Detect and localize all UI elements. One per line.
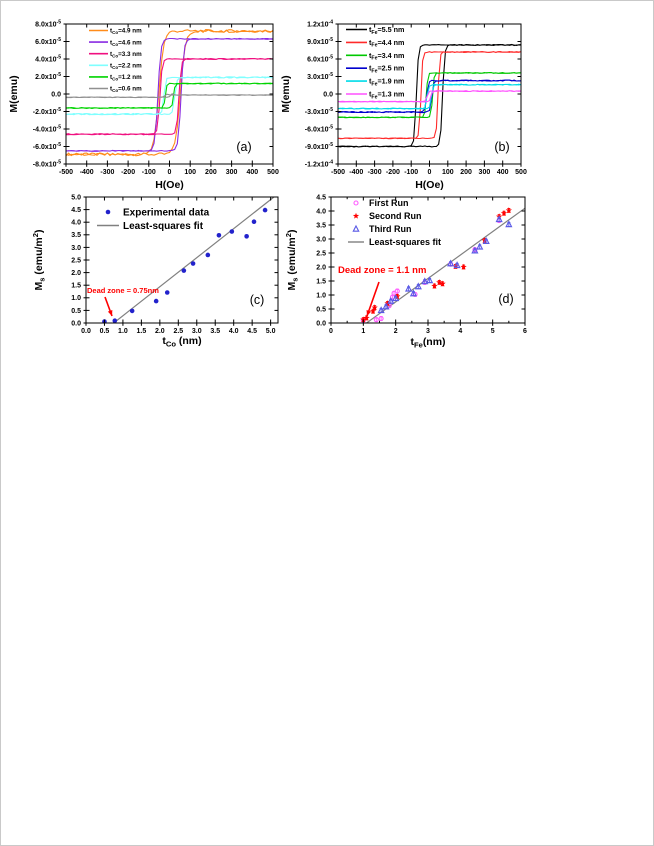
svg-text:3.0: 3.0 xyxy=(71,244,81,252)
svg-text:8.0x10-5: $8.0x10^{-5}$ xyxy=(35,19,61,29)
svg-text:400: 400 xyxy=(246,169,259,176)
svg-text:-1.2x10-4: $-1.2x10^{-4}$ xyxy=(304,159,333,169)
svg-text:tCo=2.2 nm: $t_{Co}=2.2$ nm xyxy=(110,62,142,71)
svg-text:0.0: 0.0 xyxy=(316,320,326,328)
svg-text:tCo=4.6 nm: $t_{Co}=4.6$ nm xyxy=(110,39,142,47)
svg-text:-500: -500 xyxy=(330,169,346,176)
svg-text:tFe=5.5 nm: $t_{Fe}=5.5$ nm xyxy=(369,25,405,36)
svg-text:H(Oe): H(Oe) xyxy=(155,179,184,191)
svg-text:3.0x10-5: $3.0x10^{-5}$ xyxy=(307,72,333,81)
svg-text:Third Run: Third Run xyxy=(369,224,412,235)
svg-text:1: 1 xyxy=(361,328,366,335)
svg-text:(c): (c) xyxy=(249,293,265,307)
hysteresis-curve xyxy=(66,27,273,156)
svg-text:4.5: 4.5 xyxy=(316,194,326,202)
svg-text:0.0: 0.0 xyxy=(71,320,81,328)
svg-text:1.0: 1.0 xyxy=(316,292,326,300)
svg-text:Dead zone = 0.75nm: Dead zone = 0.75nm xyxy=(87,286,159,295)
svg-text:(d): (d) xyxy=(498,292,514,306)
svg-text:-6.0x10-5: $-6.0x10^{-5}$ xyxy=(304,124,333,134)
svg-text:6: 6 xyxy=(523,328,527,335)
svg-text:tCo=3.3 nm: $t_{Co}=3.3$ nm xyxy=(110,50,142,59)
svg-text:0: 0 xyxy=(329,328,333,335)
svg-text:3.5: 3.5 xyxy=(71,232,81,240)
panel-c xyxy=(31,194,278,348)
svg-text:4: 4 xyxy=(458,328,463,335)
svg-text:4.0x10-5: $4.0x10^{-5}$ xyxy=(35,54,61,64)
panel-d xyxy=(284,194,527,349)
svg-text:-200: -200 xyxy=(121,169,136,176)
svg-text:3.5: 3.5 xyxy=(210,328,221,335)
svg-text:4.0: 4.0 xyxy=(316,208,326,216)
svg-text:3: 3 xyxy=(426,328,430,335)
svg-text:100: 100 xyxy=(441,169,454,176)
axes-frame xyxy=(331,197,525,323)
svg-text:0.0: 0.0 xyxy=(51,91,61,99)
svg-text:2.0: 2.0 xyxy=(71,270,81,277)
hysteresis-curve xyxy=(66,77,273,115)
svg-text:-9.0x10-5: $-9.0x10^{-5}$ xyxy=(304,142,333,151)
svg-text:5: 5 xyxy=(490,328,495,335)
svg-text:M(emu): M(emu) xyxy=(8,75,20,113)
svg-text:0.5: 0.5 xyxy=(99,328,110,335)
svg-text:tFe=2.5 nm: $t_{Fe}=2.5$ nm xyxy=(369,63,405,75)
svg-text:1.2x10-4: $1.2x10^{-4}$ xyxy=(307,19,333,29)
svg-text:-300: -300 xyxy=(100,169,115,176)
hysteresis-curve xyxy=(338,52,521,139)
svg-text:-2.0x10-5: $-2.0x10^{-5}$ xyxy=(32,107,61,116)
svg-text:tFe(nm): $t_{Fe}(nm)$ xyxy=(410,336,446,350)
plot-area-b xyxy=(338,45,521,148)
svg-text:200: 200 xyxy=(205,169,217,176)
svg-text:0.0: 0.0 xyxy=(323,91,333,99)
svg-text:Ms (emu/m2): $M_s$ $(emu/m^2)$ xyxy=(284,229,300,291)
svg-text:-300: -300 xyxy=(367,169,382,176)
svg-text:tFe=4.4 nm: $t_{Fe}=4.4$ nm xyxy=(369,37,405,49)
svg-text:Experimental data: Experimental data xyxy=(123,207,210,219)
svg-text:500: 500 xyxy=(267,169,279,176)
hysteresis-curve xyxy=(338,91,521,102)
svg-text:1.5: 1.5 xyxy=(136,328,147,335)
svg-text:First Run: First Run xyxy=(369,198,409,209)
svg-text:5.0: 5.0 xyxy=(71,194,81,202)
svg-text:3.0: 3.0 xyxy=(316,236,326,244)
svg-text:Least-squares fit: Least-squares fit xyxy=(369,237,442,248)
svg-text:500: 500 xyxy=(515,169,527,176)
svg-text:3.5: 3.5 xyxy=(316,222,326,230)
svg-text:-500: -500 xyxy=(58,169,74,176)
svg-text:400: 400 xyxy=(496,169,509,176)
svg-text:4.5: 4.5 xyxy=(71,207,81,214)
svg-text:-400: -400 xyxy=(349,169,364,176)
panel-b xyxy=(280,20,527,191)
svg-text:H(Oe): H(Oe) xyxy=(415,179,444,191)
svg-text:-400: -400 xyxy=(79,169,94,176)
svg-text:Ms (emu/m2): $M_s$ $(emu/m^2)$ xyxy=(31,229,47,291)
svg-text:300: 300 xyxy=(225,169,238,176)
svg-text:-100: -100 xyxy=(404,169,419,176)
svg-text:2.5: 2.5 xyxy=(71,257,81,265)
svg-text:tFe=1.3 nm: $t_{Fe}=1.3$ nm xyxy=(369,89,405,101)
hysteresis-curve xyxy=(66,83,273,108)
svg-text:-4.0x10-5: $-4.0x10^{-5}$ xyxy=(32,124,61,134)
svg-text:0: 0 xyxy=(427,169,432,176)
plot-area-a xyxy=(66,27,273,156)
hysteresis-curve xyxy=(338,84,521,109)
svg-text:1.5: 1.5 xyxy=(316,278,326,286)
svg-text:-200: -200 xyxy=(385,169,400,176)
svg-text:-8.0x10-5: $-8.0x10^{-5}$ xyxy=(32,159,61,169)
svg-text:0: 0 xyxy=(167,169,172,176)
svg-text:tFe=3.4 nm: $t_{Fe}=3.4$ nm xyxy=(369,50,405,62)
svg-text:tCo=4.9 nm: $t_{Co}=4.9$ nm xyxy=(110,27,142,36)
svg-text:100: 100 xyxy=(184,169,197,176)
svg-text:4.5: 4.5 xyxy=(247,328,258,335)
svg-text:6.0x10-5: $6.0x10^{-5}$ xyxy=(307,54,333,64)
svg-text:tCo=1.2 nm: $t_{Co}=1.2$ nm xyxy=(110,74,142,82)
hysteresis-curve xyxy=(338,45,521,148)
svg-text:2.5: 2.5 xyxy=(316,250,326,258)
svg-text:0.5: 0.5 xyxy=(71,307,81,315)
svg-text:Dead zone = 1.1 nm: Dead zone = 1.1 nm xyxy=(338,265,427,276)
svg-text:4.0: 4.0 xyxy=(228,328,239,335)
svg-text:tCo=0.6 nm: $t_{Co}=0.6$ nm xyxy=(110,85,142,94)
svg-text:2.5: 2.5 xyxy=(173,328,184,335)
svg-text:0.5: 0.5 xyxy=(316,306,326,314)
svg-text:1.0: 1.0 xyxy=(118,328,128,335)
svg-text:9.0x10-5: $9.0x10^{-5}$ xyxy=(307,37,333,46)
svg-text:3.0: 3.0 xyxy=(191,328,202,335)
svg-text:300: 300 xyxy=(478,169,491,176)
svg-text:6.0x10-5: $6.0x10^{-5}$ xyxy=(35,37,61,46)
svg-text:2.0x10-5: $2.0x10^{-5}$ xyxy=(35,72,61,81)
svg-text:0.0: 0.0 xyxy=(81,328,91,335)
panel-a xyxy=(8,20,279,191)
svg-text:Least-squares fit: Least-squares fit xyxy=(123,221,204,232)
svg-text:-6.0x10-5: $-6.0x10^{-5}$ xyxy=(32,142,61,151)
svg-text:2: 2 xyxy=(393,328,398,335)
hysteresis-curve xyxy=(66,94,273,98)
svg-text:1.5: 1.5 xyxy=(71,282,81,290)
svg-text:M(emu): M(emu) xyxy=(280,75,292,113)
svg-text:tFe=1.9 nm: $t_{Fe}=1.9$ nm xyxy=(369,76,405,88)
svg-text:2.0: 2.0 xyxy=(154,328,165,335)
svg-text:-100: -100 xyxy=(141,169,156,176)
svg-text:-3.0x10-5: $-3.0x10^{-5}$ xyxy=(304,107,333,116)
svg-text:(b): (b) xyxy=(494,140,510,154)
svg-text:tCo (nm): $t_{Co}$ (nm) xyxy=(162,335,202,349)
svg-text:(a): (a) xyxy=(236,140,252,154)
svg-text:Second Run: Second Run xyxy=(369,211,422,222)
svg-text:2.0: 2.0 xyxy=(316,264,326,272)
svg-text:5.0: 5.0 xyxy=(265,328,276,335)
svg-text:1.0: 1.0 xyxy=(71,295,81,303)
svg-text:4.0: 4.0 xyxy=(71,219,81,227)
figure-canvas xyxy=(1,1,654,846)
svg-text:200: 200 xyxy=(460,169,472,176)
